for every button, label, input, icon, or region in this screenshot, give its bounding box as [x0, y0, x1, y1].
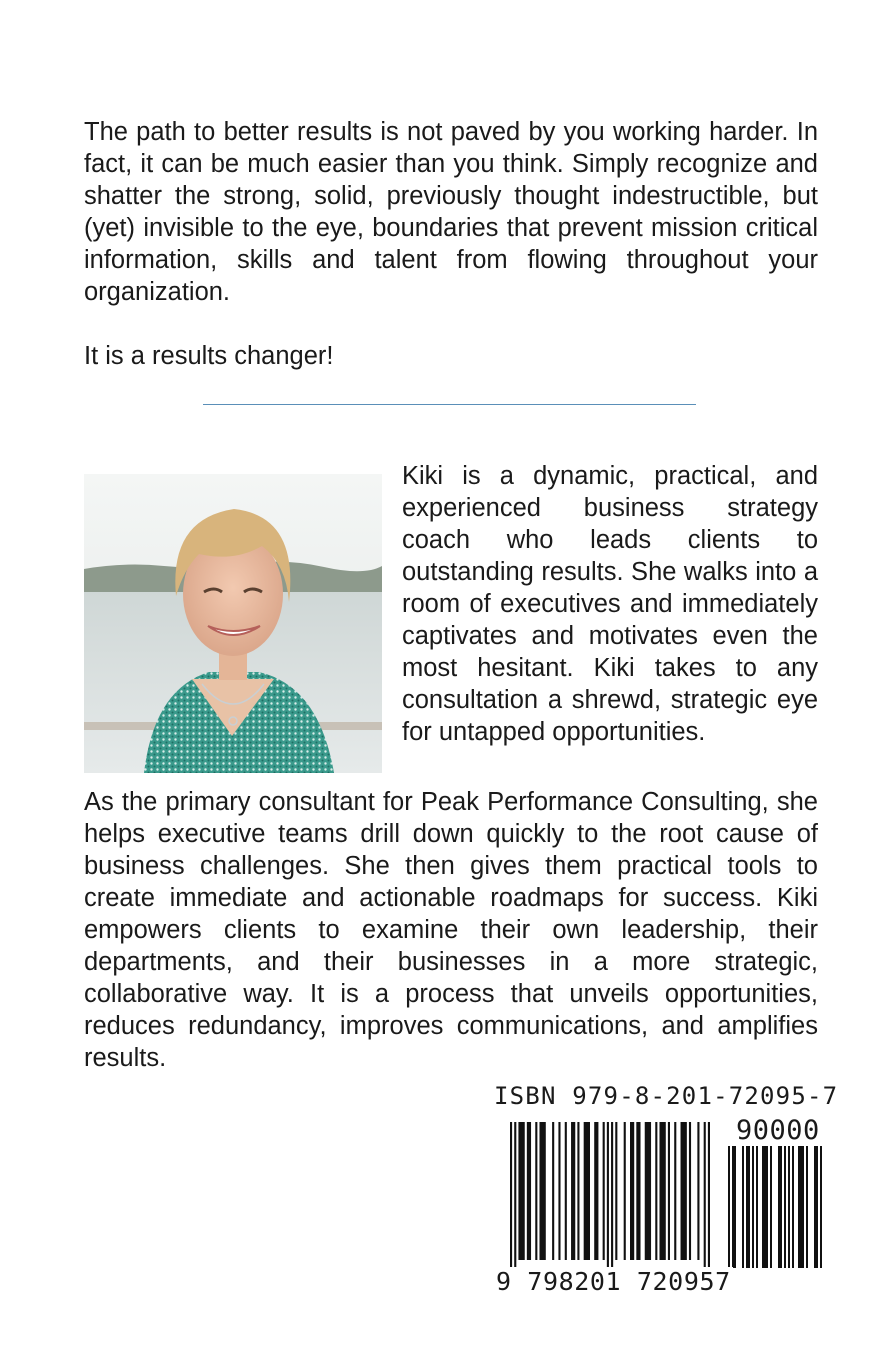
- barcode-bar: [708, 1122, 710, 1272]
- barcode-bar: [577, 1122, 579, 1260]
- price-barcode: [728, 1146, 822, 1268]
- barcode-bar: [558, 1122, 560, 1260]
- barcode-bar: [806, 1146, 808, 1268]
- barcode-bar: [742, 1146, 744, 1268]
- barcode-bar: [820, 1146, 822, 1268]
- barcode-bar: [668, 1122, 670, 1260]
- barcode-bar: [607, 1122, 609, 1272]
- barcode-bar: [565, 1122, 567, 1260]
- barcode-bar: [770, 1146, 772, 1268]
- barcode-bar: [674, 1122, 676, 1260]
- barcode-bar: [681, 1122, 687, 1260]
- barcode-bar: [535, 1122, 537, 1260]
- barcode-bar: [611, 1122, 613, 1272]
- barcode-bar: [584, 1122, 590, 1260]
- barcode-bar: [603, 1122, 605, 1260]
- isbn-label: ISBN 979-8-201-72095-7: [494, 1082, 839, 1110]
- barcode-bar: [624, 1122, 626, 1260]
- barcode-bar: [778, 1146, 782, 1268]
- barcode-bar: [704, 1122, 706, 1272]
- barcode-bar: [784, 1146, 786, 1268]
- section-divider: [203, 404, 696, 405]
- barcode-bar: [659, 1122, 665, 1260]
- barcode-bar: [527, 1122, 531, 1260]
- barcode-digits: 9 798201 720957: [496, 1267, 731, 1296]
- barcode-bar: [514, 1122, 516, 1272]
- barcode-bar: [732, 1146, 736, 1268]
- barcode-bar: [792, 1146, 794, 1268]
- barcode-bar: [762, 1146, 768, 1268]
- barcode-bar: [645, 1122, 651, 1260]
- tagline: It is a results changer!: [84, 342, 334, 370]
- barcode-bar: [636, 1122, 640, 1260]
- barcode-bar: [615, 1122, 617, 1260]
- author-bio-body: As the primary consultant for Peak Performance Consulting, she helps executive teams drill down quickly to the root cause of business challenges. She then gives them practical tools to create immediate and actionable roadmaps for success. Kiki empowers clients to examine their own leadership, their departments, and their businesses in a more strategic, collaborative way. It is a process that unveils opportunities, reduces redundancy, improves communications, and amplifies results.: [84, 788, 818, 1072]
- barcode-bar: [539, 1122, 545, 1260]
- barcode-bar: [518, 1122, 524, 1260]
- barcode-bar: [697, 1122, 699, 1260]
- isbn-barcode: [510, 1122, 710, 1272]
- barcode-bar: [746, 1146, 750, 1268]
- barcode-bar: [756, 1146, 758, 1268]
- intro-paragraph: The path to better results is not paved by you working harder. In fact, it can be much easier than you think. Simply recognize and shatter the strong, solid, previously thought indestructible, but (yet) invisible to the eye, boundaries that prevent mission critical information, skills and talent from flowing throughout your organization.: [84, 118, 818, 306]
- barcode-bar: [798, 1146, 804, 1268]
- price-code: 90000: [736, 1115, 820, 1146]
- barcode-bar: [788, 1146, 790, 1268]
- author-portrait: [84, 474, 382, 773]
- barcode-bar: [655, 1122, 657, 1260]
- barcode-bar: [728, 1146, 730, 1268]
- barcode-bar: [689, 1122, 691, 1260]
- barcode-bar: [510, 1122, 512, 1272]
- author-bio-intro: Kiki is a dynamic, practical, and experienced business strategy coach who leads clients to outstanding results. She walks into a room of executives and immediately captivates and motivates even the most hesitant. Kiki takes to any consultation a shrewd, strategic eye for untapped opportunities.: [402, 462, 818, 746]
- barcode-bar: [571, 1122, 575, 1260]
- barcode-bar: [630, 1122, 634, 1260]
- barcode-bar: [814, 1146, 818, 1268]
- barcode-bar: [552, 1122, 554, 1260]
- barcode-bar: [594, 1122, 598, 1260]
- barcode-bar: [752, 1146, 754, 1268]
